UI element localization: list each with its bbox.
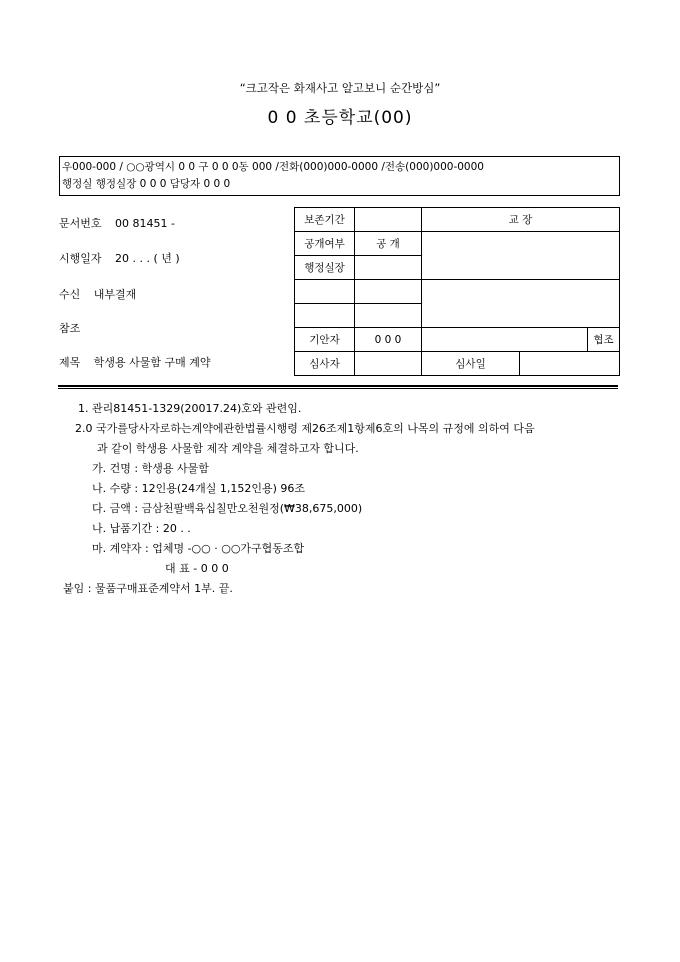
- header-divider-thin: [58, 388, 618, 389]
- reviewer-value: [355, 352, 422, 376]
- doc-number-value: 00 81451 -: [115, 217, 175, 230]
- sub-item-quantity: 나. 수량 : 12인용(24개실 1,152인용) 96조: [92, 482, 306, 495]
- sub-item-amount: 다. 금액 : 금삼천팔백육십칠만오천원정(₩38,675,000): [92, 502, 363, 515]
- blank-cell: [355, 304, 422, 328]
- safety-slogan: “크고작은 화재사고 알고보니 순간방심”: [239, 81, 441, 95]
- address-line: 우000-000 / ○○광역시 0 0 구 0 0 0동 000 /전화(000)000-0000 /전송(000)000-0000: [62, 161, 484, 173]
- reference-label: 참조: [59, 322, 81, 335]
- header-divider: [58, 385, 618, 387]
- effective-date-value: 20 . . . ( 년 ): [115, 252, 180, 265]
- reviewer-label: 심사자: [295, 352, 355, 376]
- sub-item-delivery: 나. 납품기간 : 20 . .: [92, 522, 191, 535]
- body-item-2-continued: 과 같이 학생용 사물함 제작 계약을 체결하고자 합니다.: [97, 442, 359, 455]
- disclosure-value: 공 개: [355, 232, 422, 256]
- retention-label: 보존기간: [295, 208, 355, 232]
- body-item-1: 1. 관리81451-1329(20017.24)호와 관련임.: [78, 402, 302, 415]
- address-box: [59, 156, 620, 196]
- recipient-label: 수신: [59, 288, 81, 301]
- sub-item-contractor: 마. 계약자 : 업체명 -○○ · ○○가구협동조합: [92, 542, 305, 555]
- recipient-row: [59, 286, 136, 302]
- school-name-title: 0 0 초등학교(00): [267, 108, 413, 128]
- blank-signature-cell: [422, 280, 620, 328]
- cooperation-label: 협조: [588, 328, 620, 352]
- approval-table: [294, 207, 620, 376]
- sub-item-name: 가. 건명 : 학생용 사물함: [92, 462, 209, 475]
- retention-value: [355, 208, 422, 232]
- drafter-label: 기안자: [295, 328, 355, 352]
- blank-cell: [295, 304, 355, 328]
- sub-item-representative: 대 표 - 0 0 0: [165, 562, 229, 575]
- effective-date-row: [59, 250, 180, 266]
- subject-row: [59, 354, 211, 370]
- review-date-label: 심사일: [422, 352, 520, 376]
- principal-label: 교 장: [422, 208, 620, 232]
- doc-number-row: [59, 215, 175, 231]
- attachment-note: 붙임 : 물품구매표준계약서 1부. 끝.: [63, 582, 233, 595]
- body-item-2: 2.0 국가를당사자로하는계약에관한법률시행령 제26조제1항제6호의 나목의 규정에 의하여 다음: [75, 422, 535, 435]
- admin-head-value: [355, 256, 422, 280]
- blank-cell: [355, 280, 422, 304]
- disclosure-label: 공개여부: [295, 232, 355, 256]
- recipient-value: 내부결재: [93, 288, 137, 301]
- doc-number-label: 문서번호: [59, 217, 102, 230]
- admin-head-label: 행정실장: [295, 256, 355, 280]
- review-date-value: [520, 352, 620, 376]
- subject-label: 제목: [59, 356, 81, 369]
- reference-row: [59, 320, 80, 336]
- principal-signature-cell: [422, 232, 620, 280]
- blank-cell: [295, 280, 355, 304]
- effective-date-label: 시행일자: [59, 252, 102, 265]
- drafter-sign-cell: [422, 328, 588, 352]
- drafter-value: 0 0 0: [355, 328, 422, 352]
- subject-value: 학생용 사물함 구매 계약: [93, 356, 211, 369]
- office-staff-line: 행정실 행정실장 0 0 0 담당자 0 0 0: [62, 178, 231, 190]
